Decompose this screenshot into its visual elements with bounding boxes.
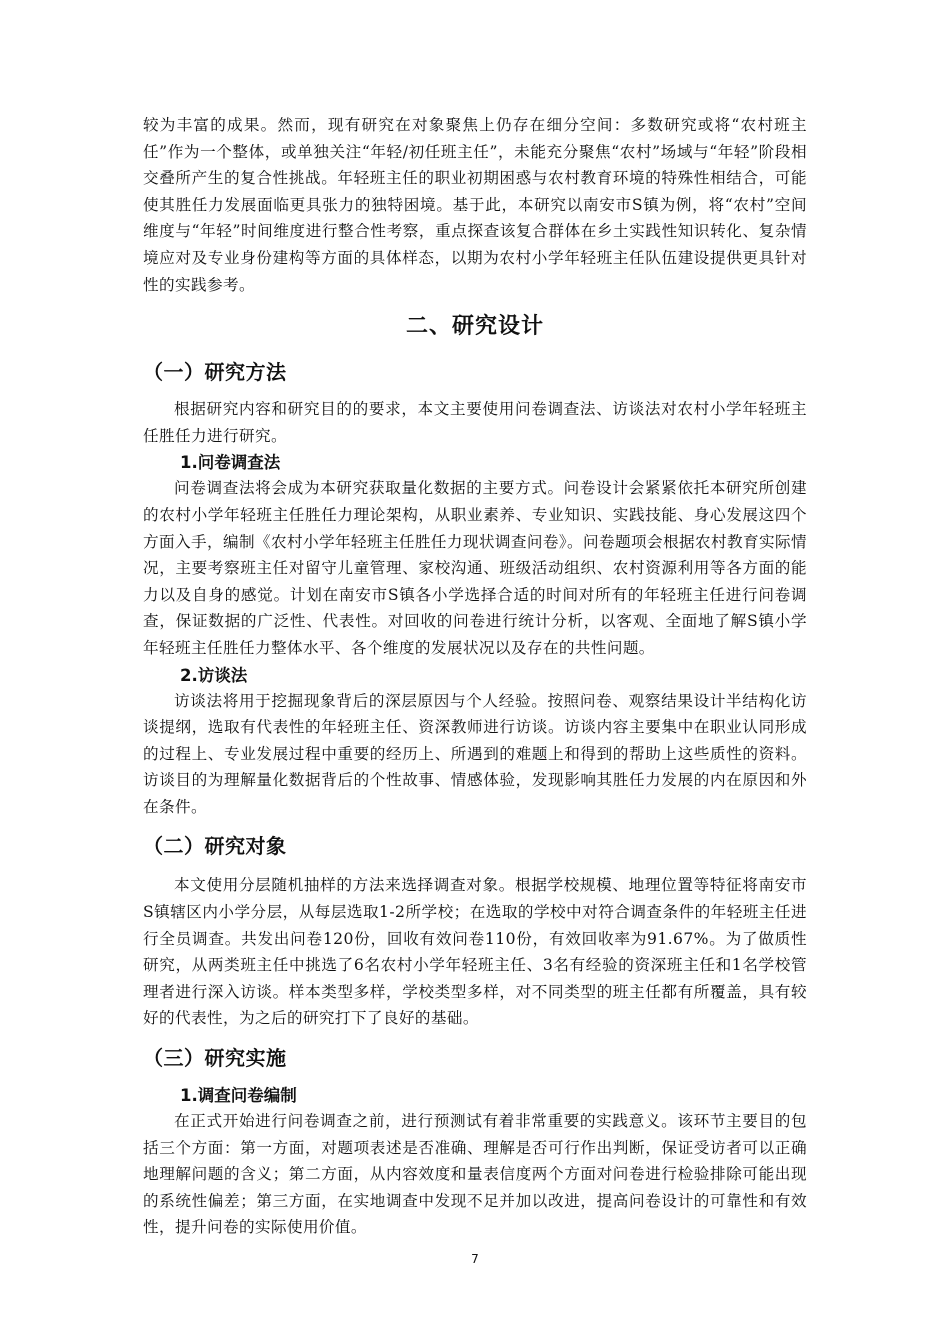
chapter-heading: 二、研究设计	[405, 314, 544, 340]
subjects-paragraph: 本文使用分层随机抽样的方法来选择调查对象。根据学校规模、地理位置等特征将南安市S镇辖区内小学分层，从每层选取1-2所学校；在选取的学校中对符合调查条件的年轻班主任进行全员调查。共发出问卷120份，回收有效问卷110份，有效回收率为91.67%。为了做质性研究，从两类班主任中挑选了6名农村小学年轻班主任、3名有经验的资深班主任和1名学校管理者进行深入访谈。样本类型多样，学校类型多样，对不同类型的班主任都有所覆盖，具有较好的代表性，为之后的研究打下了良好的基础。	[143, 876, 807, 1028]
document-body	[143, 112, 807, 1241]
subheading-questionnaire: 1.问卷调查法	[180, 453, 281, 473]
subheading-interview: 2.访谈法	[180, 665, 248, 685]
subheading-questionnaire-compile: 1.调查问卷编制	[180, 1086, 297, 1106]
section-heading-implementation: （三）研究实施	[143, 1046, 287, 1071]
page-number: 7	[471, 1252, 479, 1266]
section-heading-subjects: （二）研究对象	[143, 834, 287, 859]
questionnaire-paragraph: 问卷调查法将会成为本研究获取量化数据的主要方式。问卷设计会紧紧依托本研究所创建的农村小学年轻班主任胜任力理论架构，从职业素养、专业知识、实践技能、身心发展这四个方面入手，编制《农村小学年轻班主任胜任力现状调查问卷》。问卷题项会根据农村教育实际情况，主要考察班主任对留守儿童管理、家校沟通、班级活动组织、农村资源利用等各方面的能力以及自身的感觉。计划在南安市S镇各小学选择合适的时间对所有的年轻班主任进行问卷调查，保证数据的广泛性、代表性。对回收的问卷进行统计分析，以客观、全面地了解S镇小学年轻班主任胜任力整体水平、各个维度的发展状况以及存在的共性问题。	[143, 479, 807, 657]
compile-paragraph: 在正式开始进行问卷调查之前，进行预测试有着非常重要的实践意义。该环节主要目的包括三个方面：第一方面，对题项表述是否准确、理解是否可行作出判断，保证受访者可以正确地理解问题的含义；第二方面，从内容效度和量表信度两个方面对问卷进行检验排除可能出现的系统性偏差；第三方面，在实地调查中发现不足并加以改进，提高问卷设计的可靠性和有效性，提升问卷的实际使用价值。	[143, 1112, 807, 1237]
section-heading-methods: （一）研究方法	[143, 360, 287, 385]
intro-paragraph: 较为丰富的成果。然而，现有研究在对象聚焦上仍存在细分空间：多数研究或将“农村班主任”作为一个整体，或单独关注“年轻/初任班主任”，未能充分聚焦“农村”场域与“年轻”阶段相交叠所产生的复合性挑战。年轻班主任的职业初期困惑与农村教育环境的特殊性相结合，可能使其胜任力发展面临更具张力的独特困境。基于此，本研究以南安市S镇为例，将“农村”空间维度与“年轻”时间维度进行整合性考察，重点探查该复合群体在乡土实践性知识转化、复杂情境应对及专业身份建构等方面的具体样态，以期为农村小学年轻班主任队伍建设提供更具针对性的实践参考。	[143, 116, 807, 294]
interview-paragraph: 访谈法将用于挖掘现象背后的深层原因与个人经验。按照问卷、观察结果设计半结构化访谈提纲，选取有代表性的年轻班主任、资深教师进行访谈。访谈内容主要集中在职业认同形成的过程上、专业发展过程中重要的经历上、所遇到的难题上和得到的帮助上这些质性的资料。访谈目的为理解量化数据背后的个性故事、情感体验，发现影响其胜任力发展的内在原因和外在条件。	[143, 691, 807, 816]
methods-paragraph: 根据研究内容和研究目的的要求，本文主要使用问卷调查法、访谈法对农村小学年轻班主任胜任力进行研究。	[143, 400, 807, 445]
